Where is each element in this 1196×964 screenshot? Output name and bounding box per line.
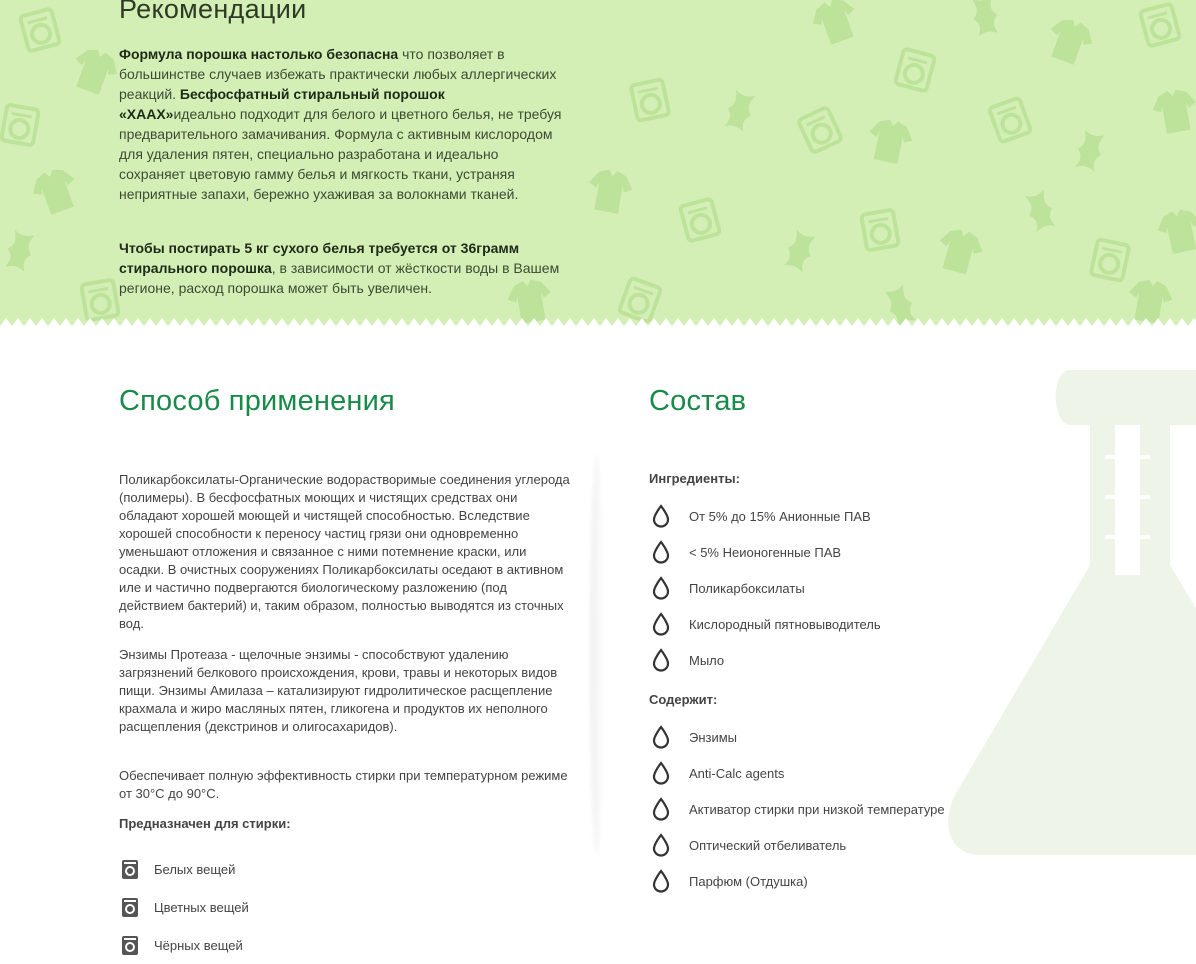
list-item: [119, 888, 249, 926]
composition-title: Состав: [649, 385, 747, 417]
list-item-label: Поликарбоксилаты: [689, 580, 805, 596]
list-item: [119, 926, 249, 964]
list-item-label: Чёрных вещей: [154, 937, 243, 953]
method-paragraph: Энзимы Протеаза - щелочные энзимы - способствуют удалению загрязнений белкового происхождения, крови, травы и некоторых видов пищи. Энзимы Амилаза – катализируют гидролитическое расщепление крахмала и жиро масляных пятен, гликогена и продуктов их неполного расщепления (декстринов и олигосахаридов).: [119, 647, 558, 734]
list-item: [649, 570, 881, 606]
list-item: [649, 642, 881, 678]
list-item: [649, 606, 881, 642]
list-item: [649, 827, 945, 863]
list-item: [649, 534, 881, 570]
list-item-label: От 5% до 15% Анионные ПАВ: [689, 508, 871, 524]
method-title: Способ применения: [119, 385, 395, 417]
washing-machine-icon: [119, 934, 141, 956]
dosage-paragraph: [119, 238, 564, 298]
body-text: , в зависимости от жёсткости воды в Вашем регионе, расход порошка может быть увеличен.: [119, 260, 560, 296]
list-item-label: < 5% Неионогенные ПАВ: [689, 544, 842, 560]
list-item: [649, 791, 945, 827]
method-paragraph: Обеспечивает полную эффективность стирки при температурном режиме от 30°C до 90°C.: [119, 768, 568, 801]
list-item: [649, 755, 945, 791]
drop-icon: [649, 504, 673, 528]
drop-icon: [649, 761, 673, 785]
contains-title: Содержит:: [649, 692, 718, 707]
emphasis-text: Чтобы постирать 5 кг сухого белья требуется от 36грамм стирального порошка: [119, 240, 520, 276]
column-shadow: [590, 455, 604, 855]
drop-icon: [649, 540, 673, 564]
purpose-list: [119, 850, 249, 964]
method-paragraph: Поликарбоксилаты-Органические водорастворимые соединения углерода (полимеры). В бесфосфатных моющих и чистящих средствах они обладают хорошей моющей и чистящей способностью. Вследствие хорошей способности к переносу частиц грязи они одновременно уменьшают отложения и связанное с ними потемнение краски, или осадки. В очистных сооружениях Поликарбоксилаты оседают в активном иле и частично подвергаются биологическому разложению (под действием бактерий) и, таким образом, полностью выводятся из сточных вод.: [119, 472, 570, 631]
flask-icon: [940, 365, 1196, 865]
list-item-label: Энзимы: [689, 729, 738, 745]
emphasis-text: Формула порошка настолько безопасна: [119, 46, 399, 62]
list-item: [119, 850, 249, 888]
recommendations-paragraph: [119, 44, 564, 204]
zigzag-divider: [0, 314, 1196, 332]
drop-icon: [649, 648, 673, 672]
purpose-title: Предназначен для стирки:: [119, 816, 291, 831]
list-item-label: Парфюм (Отдушка): [689, 873, 808, 889]
drop-icon: [649, 869, 673, 893]
drop-icon: [649, 797, 673, 821]
list-item-label: Белых вещей: [154, 861, 236, 877]
list-item-label: Anti-Calc agents: [689, 765, 785, 781]
list-item-label: Мыло: [689, 652, 725, 668]
drop-icon: [649, 576, 673, 600]
drop-icon: [649, 612, 673, 636]
washing-machine-icon: [119, 858, 141, 880]
list-item-label: Активатор стирки при низкой температуре: [689, 801, 945, 817]
list-item: [649, 498, 881, 534]
ingredients-title: Ингредиенты:: [649, 471, 740, 486]
list-item: [649, 863, 945, 899]
body-text: что позволяет в большинстве случаев избежать практически любых аллергических реакций.: [119, 46, 557, 102]
list-item: [649, 719, 945, 755]
recommendations-title: Рекомендации: [119, 0, 307, 24]
contains-list: [649, 719, 945, 899]
ingredients-list: [649, 498, 881, 678]
drop-icon: [649, 833, 673, 857]
recommendations-section: [0, 0, 1196, 330]
list-item-label: Кислородный пятновыводитель: [689, 616, 881, 632]
list-item-label: Цветных вещей: [154, 899, 249, 915]
washing-machine-icon: [119, 896, 141, 918]
drop-icon: [649, 725, 673, 749]
list-item-label: Оптический отбеливатель: [689, 837, 847, 853]
body-text: идеально подходит для белого и цветного белья, не требуя предварительного замачивания. Формула с активным кислородом для удаления пятен, специально разработана и идеально сохраняет цветовую гамму белья и мягкость ткани, устраняя неприятные запахи, бережно ухаживая за волокнами тканей.: [119, 106, 562, 202]
emphasis-text: Бесфосфатный стиральный порошок «ХААХ»: [119, 86, 445, 122]
